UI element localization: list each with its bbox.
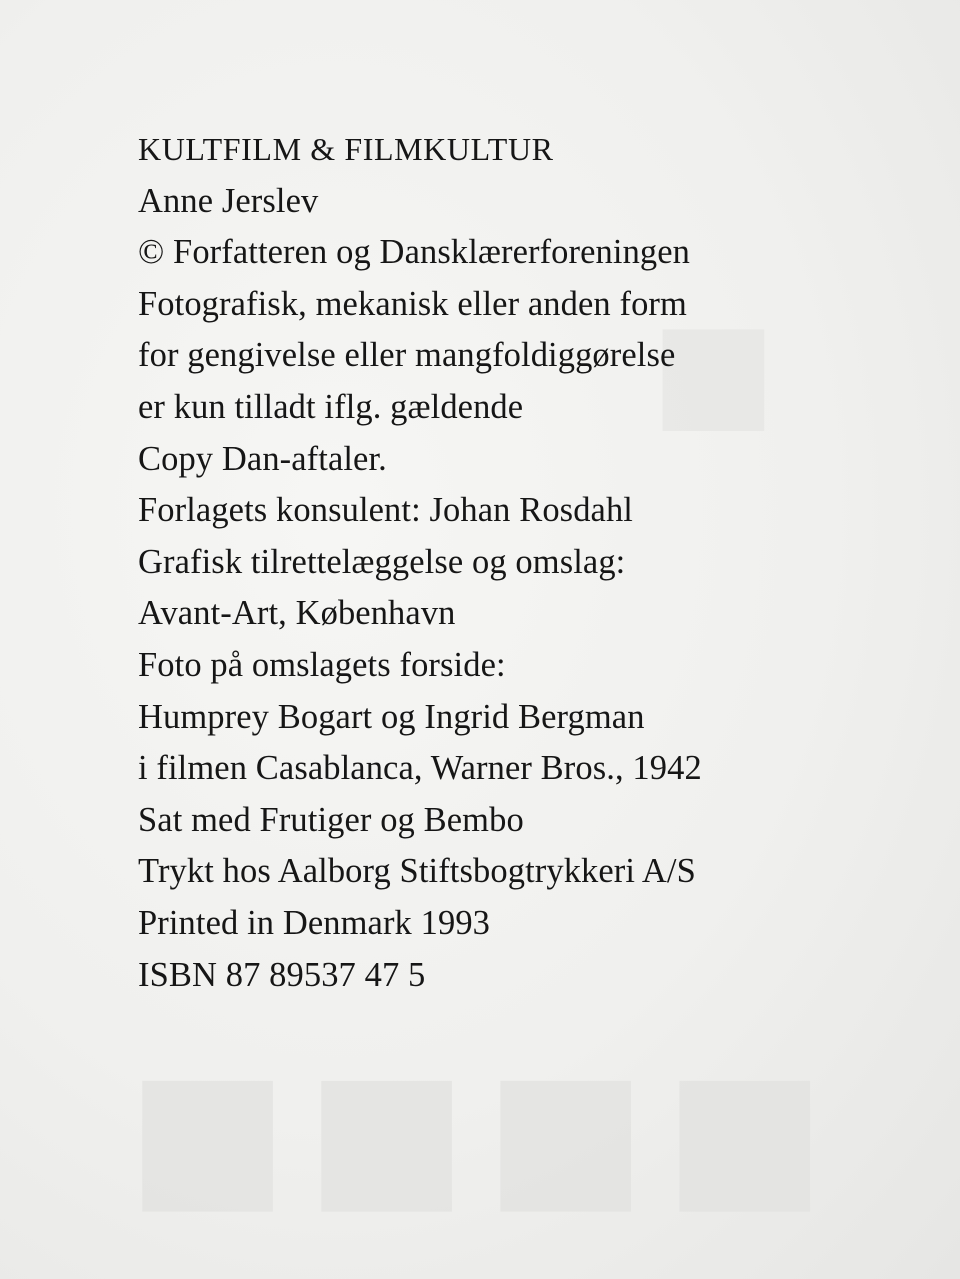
copyright-line: © Forfatteren og Dansklærerforeningen (138, 233, 691, 272)
isbn: ISBN 87 89537 47 5 (138, 955, 426, 994)
design-credit-label: Grafisk tilrettelæggelse og omslag: (138, 542, 626, 581)
show-through-lettering-top: ■ (640, 253, 777, 488)
show-through-lettering-bottom: ■■■■ (110, 984, 827, 1279)
print-country-year: Printed in Denmark 1993 (138, 903, 491, 942)
rights-notice-line-3: er kun tilladt iflg. gældende (138, 387, 524, 426)
rights-notice-line-4: Copy Dan-aftaler. (138, 439, 387, 478)
author-name: Anne Jerslev (138, 181, 319, 220)
printer-credit: Trykt hos Aalborg Stiftsbogtrykkeri A/S (138, 852, 696, 891)
typeface-credit: Sat med Frutiger og Bembo (138, 800, 524, 839)
cover-photo-subjects: Humprey Bogart og Ingrid Bergman (138, 697, 645, 736)
book-title: KULTFILM & FILMKULTUR (138, 131, 554, 167)
colophon-text-block (138, 124, 918, 1001)
rights-notice-line-1: Fotografisk, mekanisk eller anden form (138, 284, 687, 323)
cover-photo-source: i filmen Casablanca, Warner Bros., 1942 (138, 749, 702, 788)
publisher-consultant: Forlagets konsulent: Johan Rosdahl (138, 491, 633, 530)
design-credit-name: Avant-Art, København (138, 594, 456, 633)
rights-notice-line-2: for gengivelse eller mangfoldiggørelse (138, 336, 676, 375)
cover-photo-label: Foto på omslagets forside: (138, 645, 506, 684)
